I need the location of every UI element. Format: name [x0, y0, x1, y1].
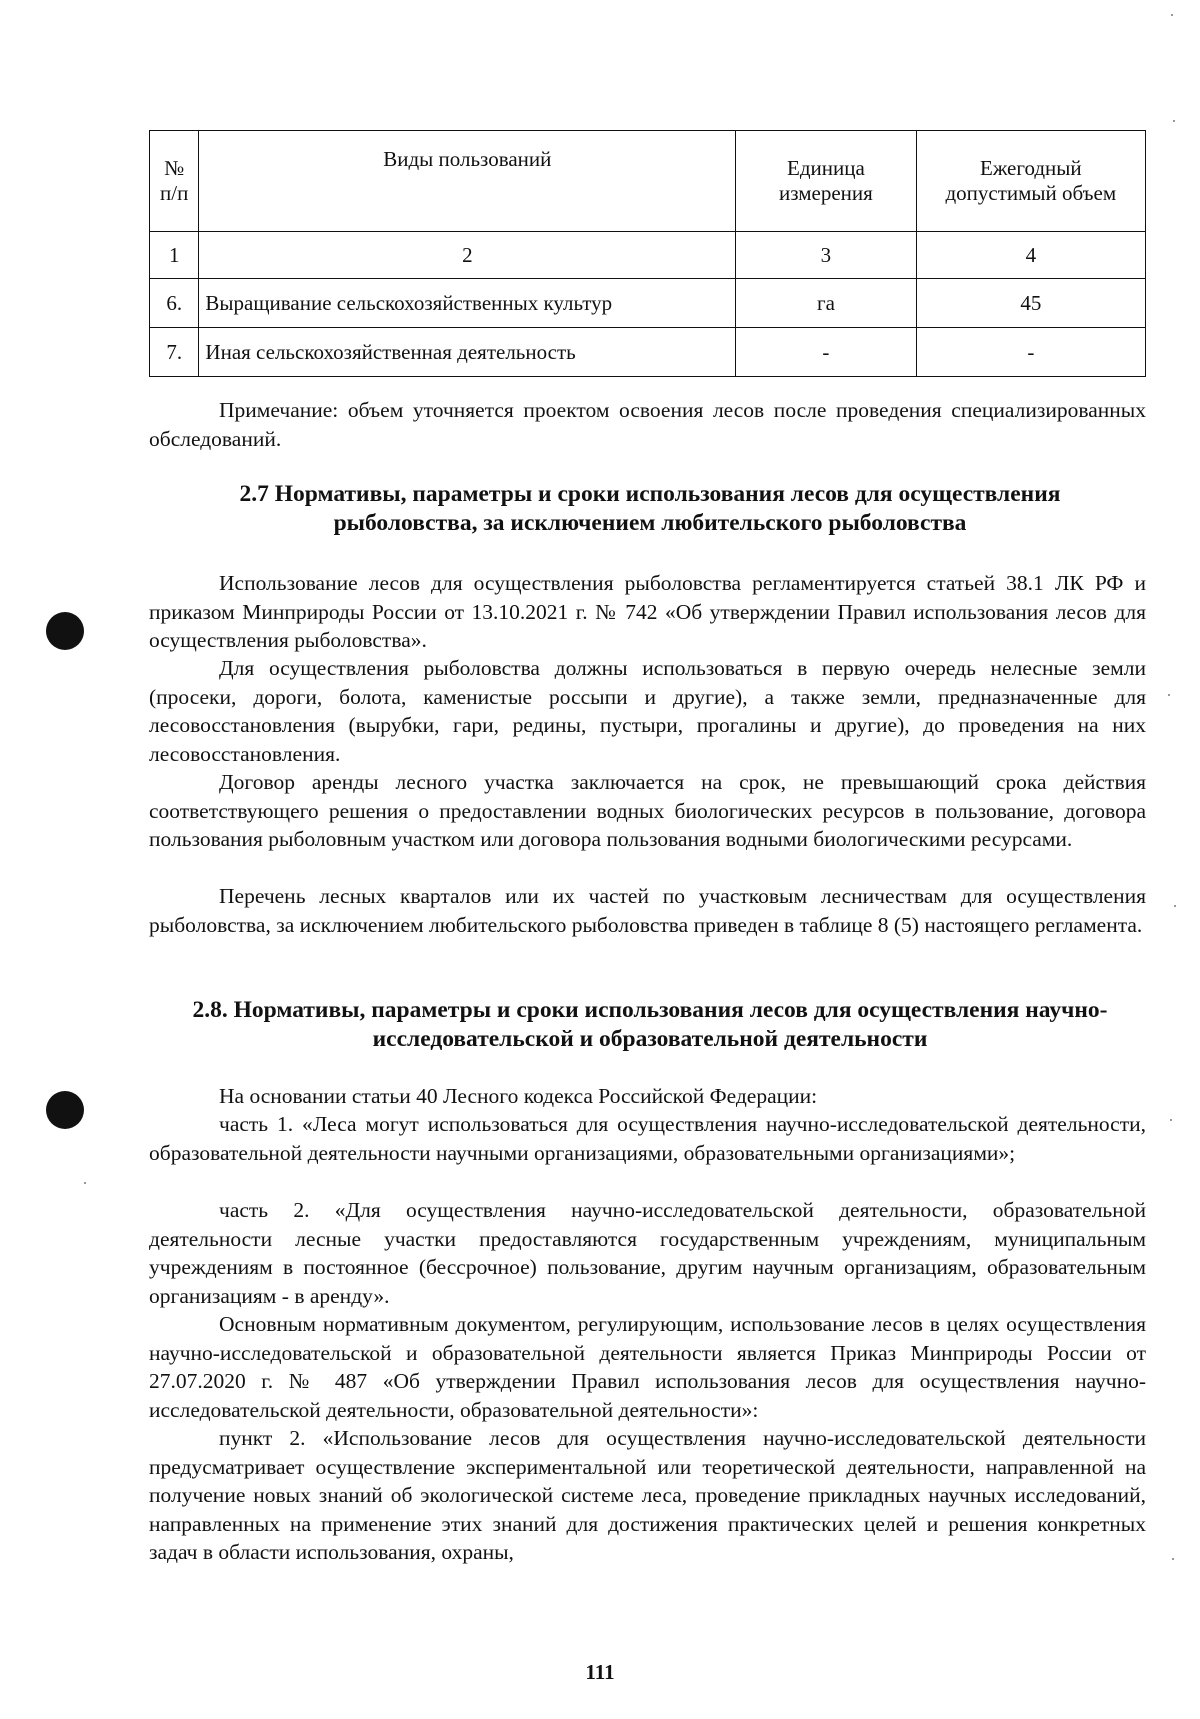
header-use-type: Виды пользований — [199, 131, 736, 232]
row-use-type: Выращивание сельскохозяйственных культур — [199, 279, 736, 328]
section-2-7-heading: 2.7 Нормативы, параметры и сроки использования лесов для осуществления рыболовства, за исключением любительского рыболовства — [239, 481, 1061, 536]
scan-speck — [1170, 1119, 1172, 1121]
section-2-8-paragraph: пункт 2. «Использование лесов для осуществления научно-исследовательской деятельности предусматривает осуществление экспериментальной или теоретической деятельности, направленной на получение новых знаний об экологической системе леса, проведение прикладных научных исследований, направленных на применение этих знаний для достижения практических целей и решения конкретных задач в области использования, охраны, — [149, 1426, 1146, 1564]
column-number-1: 1 — [150, 232, 199, 279]
section-2-7-paragraph: Перечень лесных кварталов или их частей по участковым лесничествам для осуществления рыболовства, за исключением любительского рыболовства приведен в таблице 8 (5) настоящего регламента. — [149, 884, 1146, 937]
section-2-8-paragraph: Основным нормативным документом, регулирующим, использование лесов в целях осуществления научно-исследовательской и образовательной деятельности является Приказ Минприроды России от 27.07.2020 г. № 487 «Об утверждении Правил использования лесов для осуществления научно-исследовательской деятельности, образовательной деятельности»: — [149, 1312, 1146, 1422]
table-note: Примечание: объем уточняется проектом освоения лесов после проведения специализированных обследований. — [149, 398, 1146, 451]
punch-hole-mark — [46, 1091, 84, 1129]
scan-speck — [1172, 1558, 1174, 1560]
row-unit: га — [736, 279, 916, 328]
row-unit: - — [736, 328, 916, 377]
punch-hole-mark — [46, 612, 84, 650]
column-number-2: 2 — [199, 232, 736, 279]
section-2-7-paragraph: Договор аренды лесного участка заключается на срок, не превышающий срока действия соответствующего решения о предоставлении водных биологических ресурсов в пользование, договора пользования рыболовным участком или договора пользования водными биологическими ресурсами. — [149, 770, 1146, 851]
column-number-4: 4 — [916, 232, 1145, 279]
scan-speck — [1168, 694, 1170, 696]
land-use-table — [149, 130, 1146, 377]
scan-speck — [1171, 14, 1173, 16]
section-2-8-paragraph: часть 2. «Для осуществления научно-исследовательской деятельности, образовательной деятельности лесные участки предоставляются государственным учреждениям, муниципальным учреждениям в постоянное (бессрочное) пользование, другим научным организациям, образовательным организациям - в аренду». — [149, 1198, 1146, 1308]
header-unit: Единица измерения — [736, 131, 916, 232]
row-number: 7. — [150, 328, 199, 377]
scan-speck — [84, 1182, 86, 1184]
row-use-type: Иная сельскохозяйственная деятельность — [199, 328, 736, 377]
section-2-7-paragraph: Для осуществления рыболовства должны использоваться в первую очередь нелесные земли (просеки, дороги, болота, каменистые россыпи и другие), а также земли, предназначенные для лесовосстановления (вырубки, гари, редины, пустыри, прогалины и другие), до проведения на них лесовосстановления. — [149, 656, 1146, 766]
column-number-3: 3 — [736, 232, 916, 279]
row-number: 6. — [150, 279, 199, 328]
table-row — [150, 279, 1146, 328]
row-volume: 45 — [916, 279, 1145, 328]
section-2-8-paragraph: На основании статьи 40 Лесного кодекса Российской Федерации: — [219, 1084, 818, 1108]
page-number: 111 — [585, 1660, 615, 1684]
header-number: № п/п — [150, 131, 199, 232]
header-annual-volume: Ежегодный допустимый объем — [916, 131, 1145, 232]
scan-speck — [1173, 120, 1175, 122]
table-numbering-row — [150, 232, 1146, 279]
table-header-row — [150, 131, 1146, 232]
section-2-8-heading: 2.8. Нормативы, параметры и сроки использования лесов для осуществления научно-исследовательской и образовательной деятельности — [192, 997, 1108, 1052]
row-volume: - — [916, 328, 1145, 377]
scan-speck — [1174, 905, 1176, 907]
table-row — [150, 328, 1146, 377]
section-2-8-paragraph: часть 1. «Леса могут использоваться для осуществления научно-исследовательской деятельности, образовательной деятельности научными организациями, образовательными организациями»; — [149, 1112, 1146, 1165]
section-2-7-paragraph: Использование лесов для осуществления рыболовства регламентируется статьей 38.1 ЛК РФ и приказом Минприроды России от 13.10.2021 г. № 742 «Об утверждении Правил использования лесов для осуществления рыболовства». — [149, 571, 1146, 652]
